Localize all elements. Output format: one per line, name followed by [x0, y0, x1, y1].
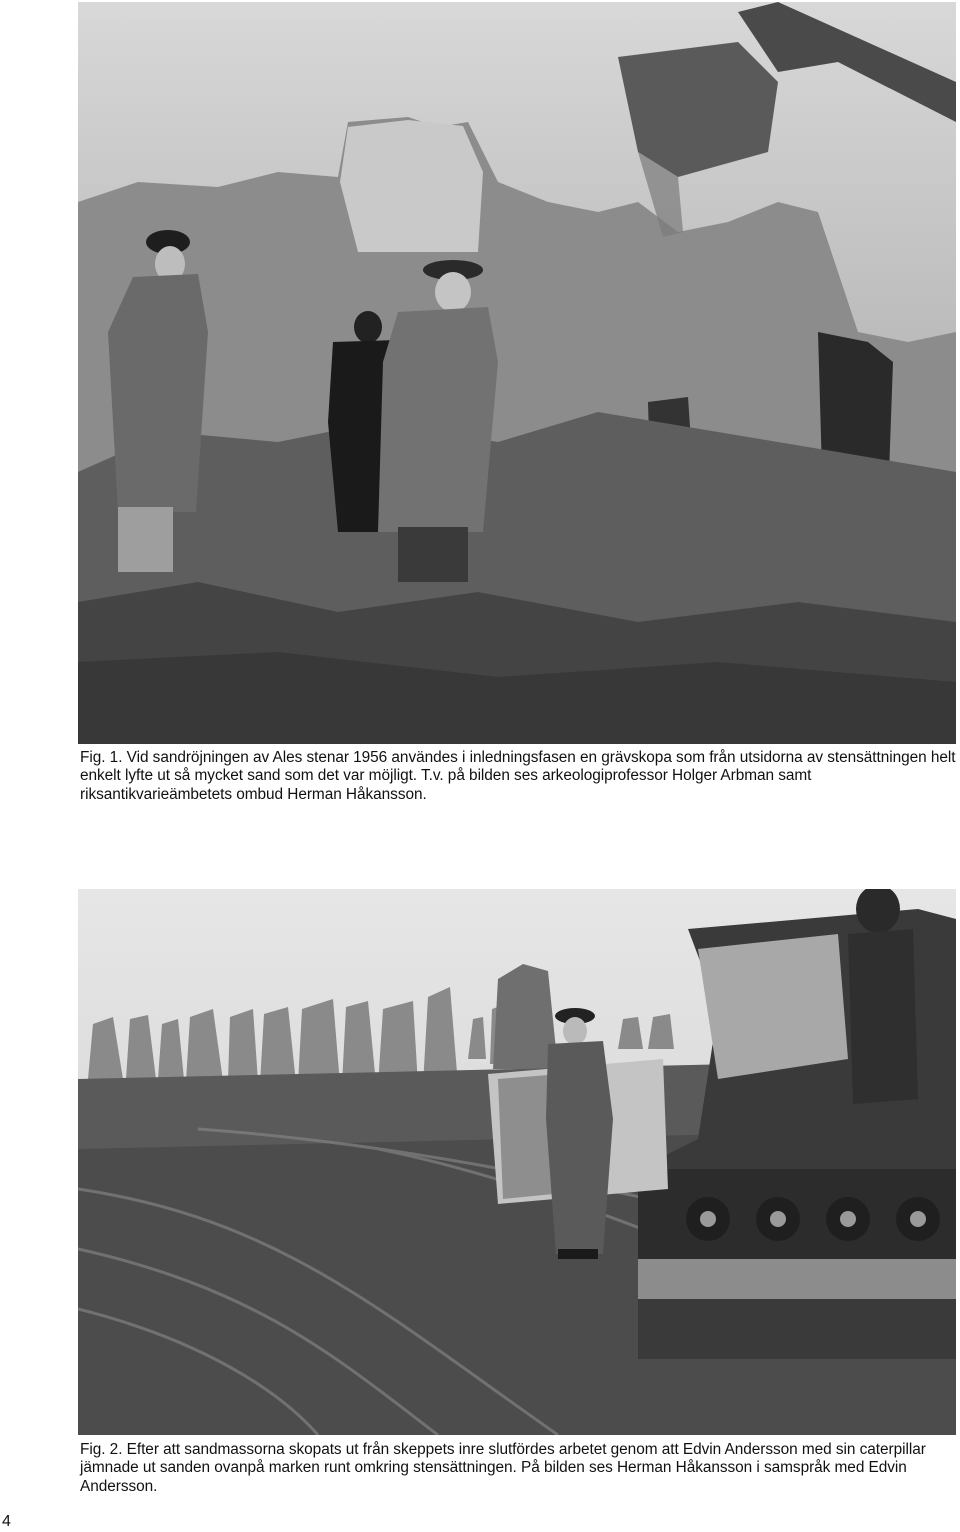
figure-2-photo	[78, 889, 956, 1435]
figure-1-caption: Fig. 1. Vid sandröjningen av Ales stenar 1956 användes i inledningsfasen en grävskopa som från utsidorna av stensättningen helt enkelt lyfte ut så mycket sand som det var möjligt. T.v. på bilden ses arkeologiprofessor Holger Arbman samt riksantikvarieämbetets ombud Herman Håkansson.	[80, 749, 956, 803]
figure-1-photo	[78, 2, 956, 744]
figure-2-caption: Fig. 2. Efter att sandmassorna skopats ut från skeppets inre slutfördes arbetet genom att Edvin Andersson med sin caterpillar jämnade ut sanden ovanpå marken runt omkring stensättningen. På bilden ses Herman Håkansson i samspråk med Edvin Andersson.	[80, 1441, 926, 1495]
figure-1-illustration	[78, 2, 956, 744]
page-number: 4	[2, 1513, 11, 1530]
figure-2-illustration	[78, 889, 956, 1435]
